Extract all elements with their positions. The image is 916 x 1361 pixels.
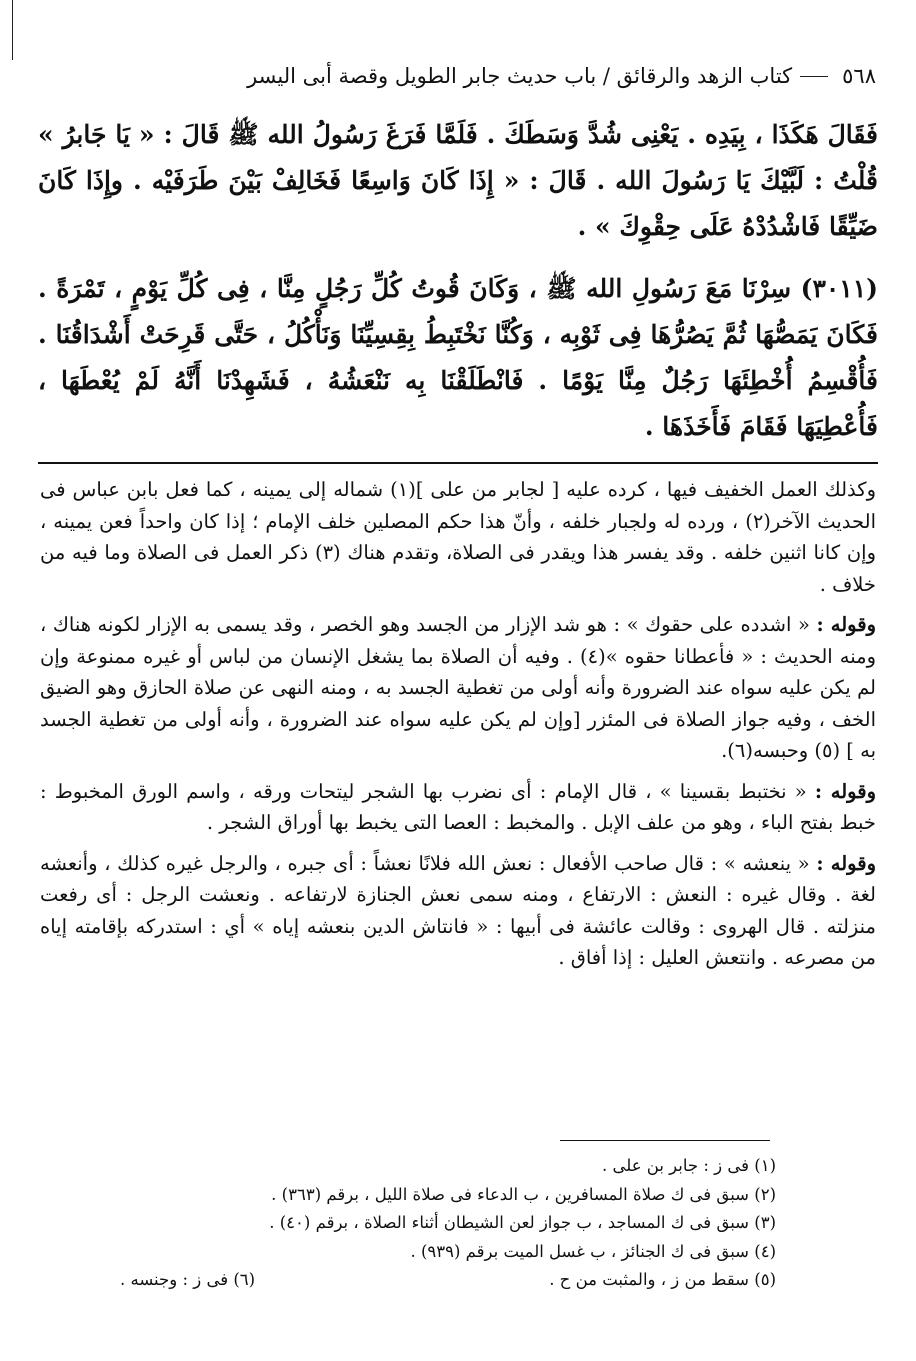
commentary-paragraph [40, 776, 876, 839]
commentary-paragraph [40, 474, 876, 600]
commentary-paragraph [40, 609, 876, 767]
header-dash [800, 76, 828, 77]
footnote: (٥) سقط من ز ، والمثبت من ح . [549, 1270, 776, 1289]
commentary-lead: وقوله : [816, 851, 876, 875]
running-title: كتاب الزهد والرقائق / باب حديث جابر الطويل وقصة أبى اليسر [247, 64, 793, 88]
running-header [40, 56, 876, 96]
commentary-block [40, 474, 876, 983]
footnote: (١) فى ز : جابر بن على . [601, 1156, 776, 1175]
footnotes [120, 1152, 776, 1295]
footnote: (٤) سبق فى ك الجنائز ، ب غسل الميت برقم (٩٣٩) . [410, 1241, 776, 1261]
margin-rule [12, 0, 13, 60]
commentary-text: « ينعشه » : قال صاحب الأفعال : نعش الله فلانًا نعشاً : أى جبره ، والرجل غيره كذلك ، وأنعشه لغة . وقال غيره : النعش : الارتفاع ، ومنه سمى نعش الجنازة لارتفاعه . ونعشت الرجل : أى رفعت منزلته . قال الهروى : وقالت عائشة فى أبيها : « فانتاش الدين بنعشه إياه » أي : استدركه بإقامته إياه من مصرعه . وانتعش العليل : إذا أفاق . [40, 851, 876, 969]
commentary-lead: وقوله : [814, 779, 876, 803]
page-number: ٥٦٨ [842, 64, 876, 88]
footnote: (٣) سبق فى ك المساجد ، ب جواز لعن الشيطان أثناء الصلاة ، برقم (٤٠) . [269, 1213, 776, 1232]
main-commentary-divider [38, 462, 878, 464]
footnote: (٢) سبق فى ك صلاة المسافرين ، ب الدعاء فى صلاة الليل ، برقم (٣٦٣) . [271, 1184, 776, 1204]
commentary-text: « نختبط بقسينا » ، قال الإمام : أى نضرب بها الشجر ليتحات ورقه ، واسم الورق المخبوط : خبط بفتح الباء ، وهو من علف الإبل . والمخبط : العصا التى يخبط بها أوراق الشجر . [40, 779, 876, 834]
footnote-divider [560, 1140, 770, 1141]
main-paragraph: فَقَالَ هَكَذَا ، بِيَدِه . يَعْنِى شُدَّ وَسَطَكَ . فَلَمَّا فَرَغَ رَسُولُ الله ﷺ قَالَ : « يَا جَابرُ » قُلْتُ : لَبَّيْكَ يَا رَسُولَ الله . قَالَ : « إِذَا كَانَ وَاسِعًا فَخَالِفْ بَيْنَ طَرَفَيْه . وإِذَا كَانَ ضَيِّقًا فَاشْدُدْهُ عَلَى حِقْوِكَ » . [38, 120, 878, 241]
commentary-lead: وقوله : [816, 613, 876, 636]
footnote: (٦) فى ز : وجنسه . [120, 1270, 256, 1289]
commentary-text: « اشدده على حقوك » : هو شد الإزار من الجسد وهو الخصر ، وقد يسمى به الإزار لكونه هناك ، ومنه الحديث : « فأعطانا حقوه »(٤) . وفيه أن الصلاة بما يشغل الإنسان من لباس أو غيره ممنوعة وإن لم يكن عليه سواه عند الضرورة وأنه أولى من تغطية الجسد به ، ومنه النهى عن صلاة الحازق وهو الضيق الخف ، وفيه جواز الصلاة فى المئزر [وإن لم يكن عليه سواه عند الضرورة ، وأنه أولى من تغطية الجسد به ] (٥) وحبسه(٦). [40, 613, 876, 762]
hadith-paragraph: (٣٠١١) سِرْنَا مَعَ رَسُولِ الله ﷺ ، وَكَانَ قُوتُ كُلِّ رَجُلٍ مِنَّا ، فِى كُلِّ يَوْمٍ ، تَمْرَةً . فَكَانَ يَمَصُّهَا ثُمَّ يَصُرُّهَا فِى ثَوْبِه ، وَكُنَّا نَخْتَبِطُ بِقِسِيِّنَا وَنَأْكُلُ ، حَتَّى قَرِحَتْ أَشْدَاقُنَا . فَأُقْسِمُ أُخْطِئَهَا رَجُلٌ مِنَّا يَوْمًا . فَانْطَلَقْنَا بِه نَنْعَشُهُ ، فَشَهِدْنَا أَنَّهُ لَمْ يُعْطَهَا ، فَأُعْطِيَهَا فَقَامَ فَأَخَذَهَا . [38, 274, 878, 441]
commentary-paragraph [40, 848, 876, 974]
footnote-pair [120, 1266, 776, 1295]
commentary-text: وكذلك العمل الخفيف فيها ، كرده عليه [ لجابر من على ](١) شماله إلى يمينه ، كما فعل بابن عباس فى الحديث الآخر(٢) ، ورده له ولجبار خلفه ، وأنّ هذا حكم المصلين خلف الإمام ؛ إذا كان واحداً فعن يمينه ، وإن كانا اثنين خلفه . وقد يفسر هذا ويقدر فى الصلاة، وتقدم هناك (٣) ذكر العمل فى الصلاة وما فيه من خلاف . [40, 478, 877, 596]
main-text-block [38, 112, 878, 450]
